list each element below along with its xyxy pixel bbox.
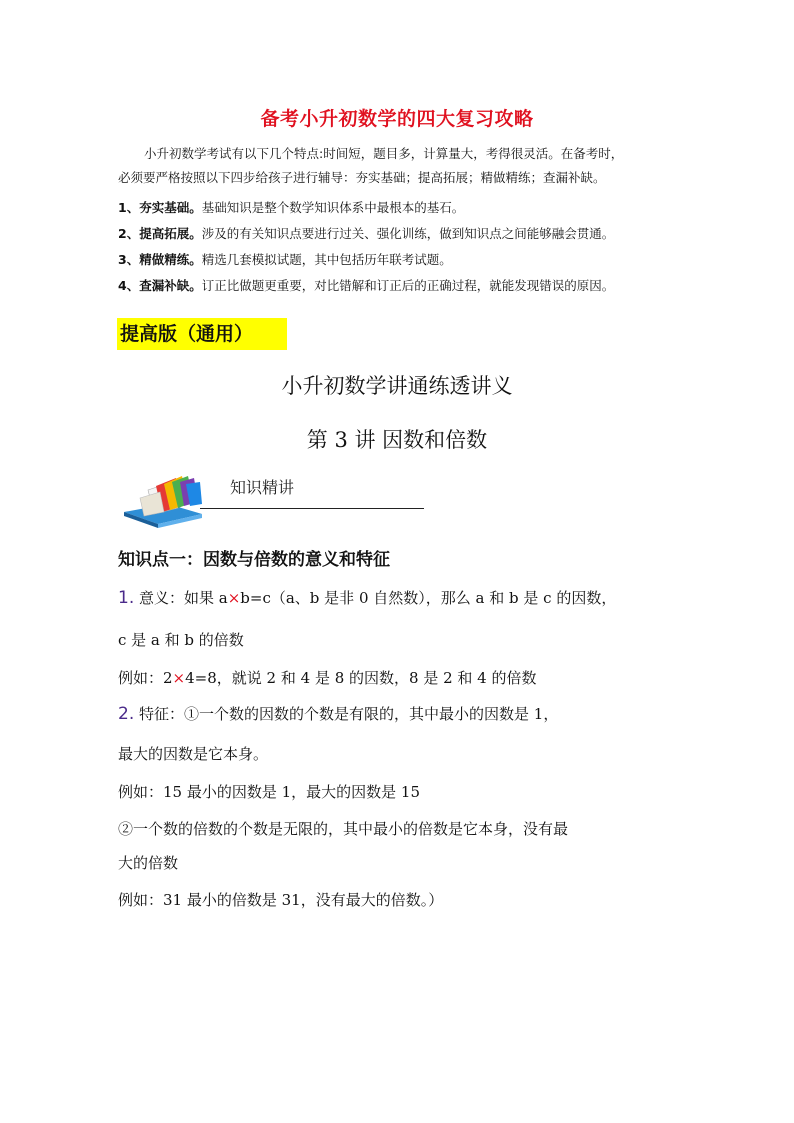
meaning-line-2: c 是 a 和 b 的倍数: [118, 631, 244, 649]
times-symbol: ×: [172, 669, 186, 687]
tips-list: [118, 195, 698, 299]
feature-text: 特征：①一个数的因数的个数是有限的，其中最小的因数是 1，: [134, 705, 559, 723]
intro-line-2: 必须要严格按照以下四步给孩子进行辅导：夯实基础；提高拓展；精做精练；查漏补缺。: [118, 170, 606, 185]
example-2: 例如：15 最小的因数是 1，最大的因数是 15: [118, 783, 421, 801]
tip-key: 精做精练。: [139, 252, 202, 267]
feature-line-4: 大的倍数: [118, 854, 179, 872]
tip-item: [118, 221, 698, 247]
intro-line-1: 小升初数学考试有以下几个特点:时间短，题目多，计算量大，考得很灵活。在备考时，: [144, 146, 624, 161]
page-title: 备考小升初数学的四大复习攻略: [260, 108, 534, 130]
tip-text: 基础知识是整个数学知识体系中最根本的基石。: [201, 200, 465, 215]
intro-paragraph: [118, 142, 688, 190]
tip-item: [118, 273, 698, 299]
tip-item: [118, 195, 698, 221]
meaning-text-b: b=c（a、b 是非 0 自然数），那么 a 和 b 是 c 的因数，: [240, 589, 617, 607]
section-header: [120, 468, 350, 530]
section-label: 知识精讲: [230, 478, 295, 497]
tip-number: 3、: [118, 252, 140, 267]
tip-number: 2、: [118, 226, 140, 241]
times-symbol: ×: [227, 589, 241, 607]
feature-line-2: 最大的因数是它本身。: [118, 745, 269, 763]
section-underline: [200, 508, 424, 509]
tip-key: 查漏补缺。: [139, 278, 202, 293]
example-text-b: 4=8，就说 2 和 4 是 8 的因数，8 是 2 和 4 的倍数: [185, 669, 537, 687]
tip-text: 订正比做题更重要，对比错解和订正后的正确过程，就能发现错误的原因。: [201, 278, 615, 293]
tip-text: 精选几套模拟试题，其中包括历年联考试题。: [201, 252, 452, 267]
edition-badge: 提高版（通用）: [117, 318, 287, 350]
tip-key: 提高拓展。: [139, 226, 202, 241]
knowledge-point-title: 知识点一：因数与倍数的意义和特征: [118, 550, 390, 570]
example-text-a: 例如：2: [118, 669, 173, 687]
tip-number: 1、: [118, 200, 140, 215]
tip-key: 夯实基础。: [139, 200, 202, 215]
feature-line-3: ②一个数的倍数的个数是无限的，其中最小的倍数是它本身，没有最: [118, 820, 569, 838]
feature-line-1: [118, 703, 558, 724]
tip-item: [118, 247, 698, 273]
example-3: 例如：31 最小的倍数是 31，没有最大的倍数。）: [118, 891, 444, 909]
meaning-line-1: [118, 587, 616, 608]
tip-text: 涉及的有关知识点要进行过关、强化训练，做到知识点之间能够融会贯通。: [201, 226, 615, 241]
tip-number: 4、: [118, 278, 140, 293]
item-number: 2.: [118, 704, 135, 724]
lecture-title: 第 3 讲 因数和倍数: [306, 428, 488, 452]
handout-title: 小升初数学讲通练透讲义: [281, 374, 513, 398]
meaning-text-a: 意义：如果 a: [134, 589, 228, 607]
books-icon: [120, 468, 230, 530]
example-1: [118, 667, 537, 688]
item-number: 1.: [118, 588, 135, 608]
